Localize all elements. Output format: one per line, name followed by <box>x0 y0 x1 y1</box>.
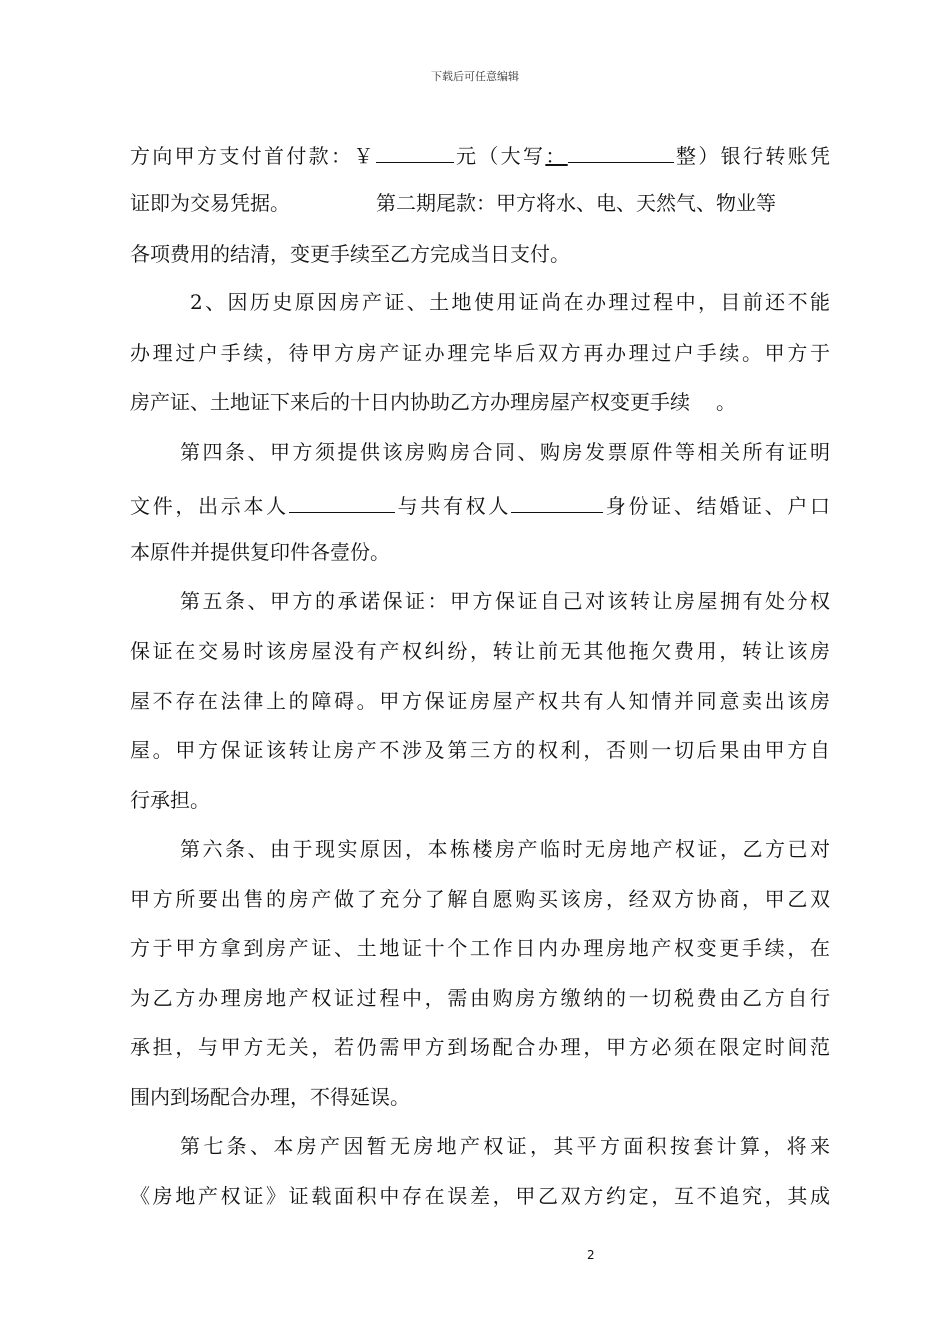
down-payment-amount-blank <box>376 140 454 163</box>
line-8-text-c: 身份证、结婚证、户口 <box>603 494 830 518</box>
body-line-11: 保证在交易时该房屋没有产权纠纷，转让前无其他拖欠费用，转让该房 <box>130 639 830 663</box>
seller-name-blank <box>289 490 395 513</box>
line-8-text-b: 与共有权人 <box>394 494 512 518</box>
line-8-text-a: 文件，出示本人 <box>130 494 289 518</box>
line-1-text-b: 元（大写 <box>453 144 546 168</box>
body-line-12: 屋不存在法律上的障碍。甲方保证房屋产权共有人知情并同意卖出该房 <box>130 689 830 713</box>
body-line-20: 围内到场配合办理，不得延误。 <box>130 1085 410 1109</box>
body-line-18: 为乙方办理房地产权证过程中，需由购房方缴纳的一切税费由乙方自行 <box>130 986 830 1010</box>
line-1-text-d: 整）银行转账凭 <box>673 144 830 168</box>
line-2-text-a: 证即为交易凭据。 <box>130 191 290 215</box>
body-line-1 <box>130 140 830 169</box>
body-line-10: 第五条、甲方的承诺保证：甲方保证自己对该转让房屋拥有处分权 <box>180 589 830 613</box>
down-payment-capital-blank <box>568 140 674 163</box>
line-6-text-b: 。 <box>716 390 736 414</box>
body-line-21: 第七条、本房产因暂无房地产权证，其平方面积按套计算，将来 <box>180 1134 830 1158</box>
body-line-4: 2、因历史原因房产证、土地使用证尚在办理过程中，目前还不能 <box>190 290 830 314</box>
line-1-text-c: ： <box>545 144 568 168</box>
line-2-text-b: 第二期尾款：甲方将水、电、天然气、物业等 <box>376 191 776 215</box>
body-line-2 <box>130 190 830 216</box>
body-line-17: 方于甲方拿到房产证、土地证十个工作日内办理房地产权变更手续，在 <box>130 936 830 960</box>
body-line-15: 第六条、由于现实原因，本栋楼房产临时无房地产权证，乙方已对 <box>180 837 830 861</box>
body-line-9: 本原件并提供复印件各壹份。 <box>130 540 390 564</box>
line-6-text-a: 房产证、土地证下来后的十日内协助乙方办理房屋产权变更手续 <box>130 390 690 414</box>
body-line-6 <box>130 389 830 415</box>
body-line-22: 《房地产权证》证载面积中存在误差，甲乙双方约定，互不追究，其成 <box>130 1184 830 1208</box>
body-line-5: 办理过户手续，待甲方房产证办理完毕后双方再办理过户手续。甲方于 <box>130 341 830 365</box>
line-1-text-a: 方向甲方支付首付款：￥ <box>130 144 376 168</box>
body-line-19: 承担，与甲方无关，若仍需甲方到场配合办理，甲方必须在限定时间范 <box>130 1035 830 1059</box>
body-line-3: 各项费用的结清，变更手续至乙方完成当日支付。 <box>130 242 570 266</box>
body-line-8 <box>130 490 830 519</box>
header-note: 下载后可任意编辑 <box>431 70 519 83</box>
page-number: 2 <box>587 1248 595 1262</box>
body-line-13: 屋。甲方保证该转让房产不涉及第三方的权利，否则一切后果由甲方自 <box>130 738 830 762</box>
body-line-14: 行承担。 <box>130 788 210 812</box>
co-owner-name-blank <box>511 490 603 513</box>
body-line-7: 第四条、甲方须提供该房购房合同、购房发票原件等相关所有证明 <box>180 440 830 464</box>
body-line-16: 甲方所要出售的房产做了充分了解自愿购买该房，经双方协商，甲乙双 <box>130 887 830 911</box>
